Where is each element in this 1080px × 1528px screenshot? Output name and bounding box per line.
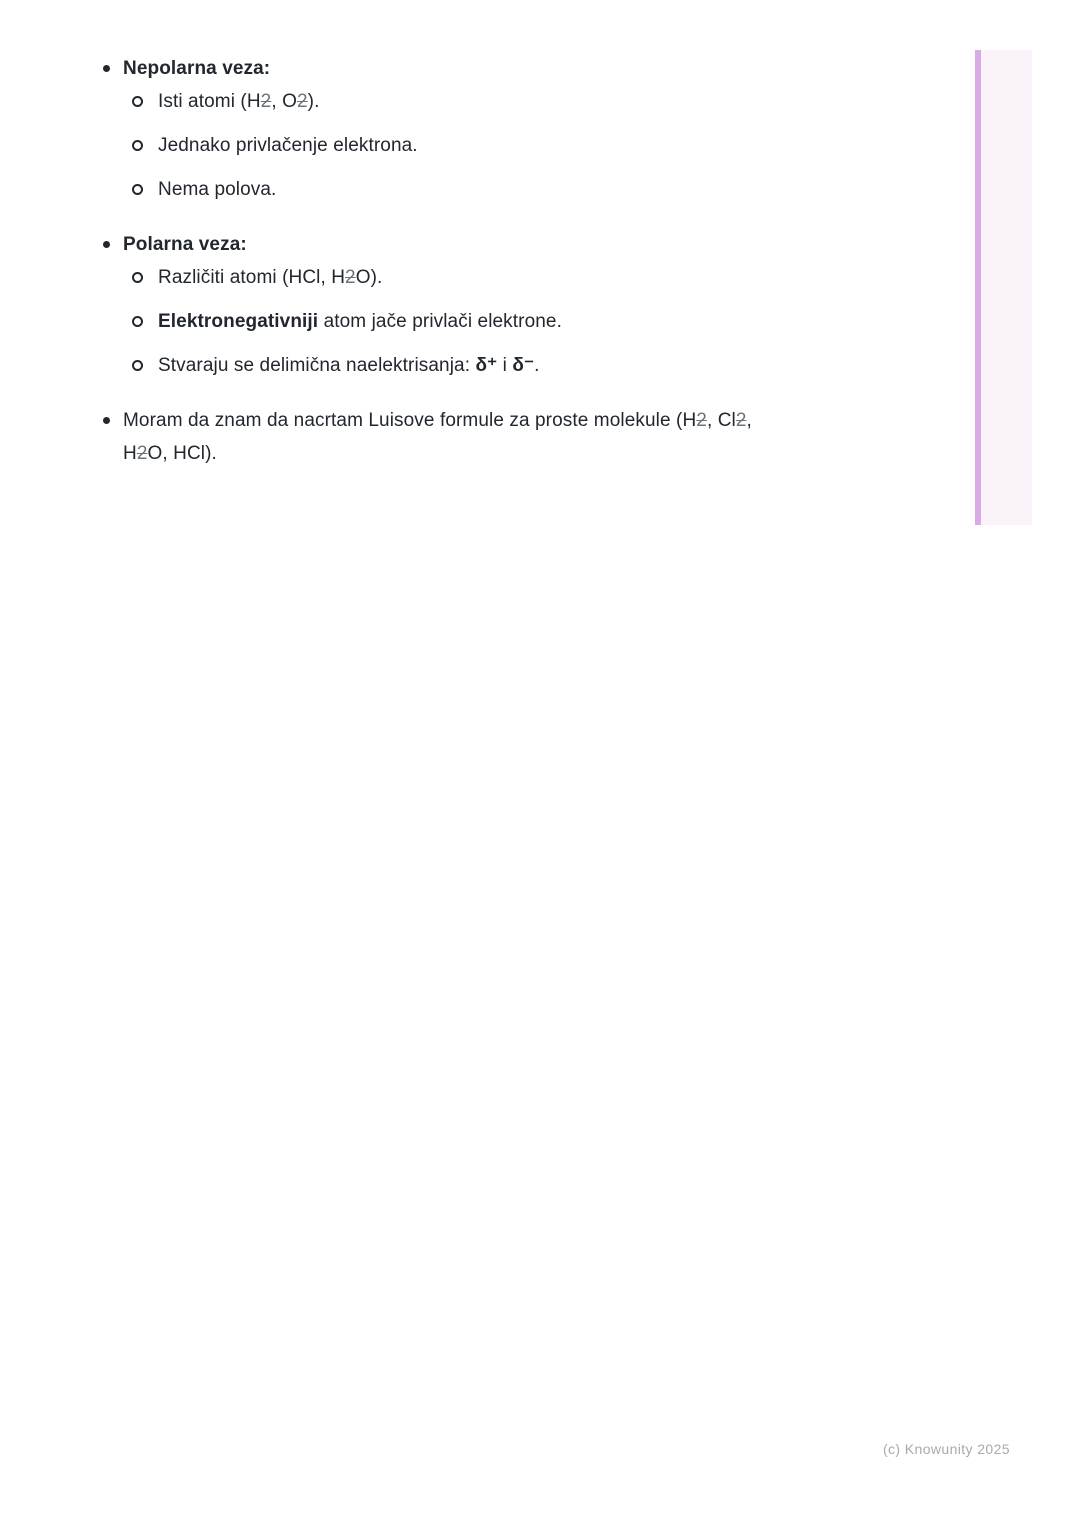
- list-subitem-row: [0, 173, 940, 206]
- list-subitem-text: [158, 349, 539, 382]
- text-segment: Nepolarna veza:: [123, 58, 271, 79]
- list-item: [0, 228, 940, 382]
- text-segment: Jednako privlačenje elektrona.: [158, 135, 418, 156]
- list-subitem-row: [0, 129, 940, 162]
- footer-copyright: (c) Knowunity 2025: [882, 1441, 1010, 1457]
- text-segment: ).: [307, 91, 320, 112]
- text-segment: δ⁻: [512, 355, 535, 376]
- list-item-text: [123, 228, 247, 261]
- text-segment: i: [497, 355, 513, 376]
- bullet-circle-icon: [132, 360, 143, 371]
- highlight-annotation: [975, 50, 1032, 525]
- bullet-circle-icon: [132, 96, 143, 107]
- text-segment: O, HCl).: [147, 443, 217, 464]
- list-subitem-text: [158, 173, 276, 206]
- bullet-disc-icon: [103, 65, 110, 72]
- text-segment: 2: [296, 91, 308, 112]
- text-segment: H: [123, 443, 137, 464]
- bullet-disc-icon: [103, 241, 110, 248]
- text-segment: Stvaraju se delimična naelektrisanja:: [158, 355, 476, 376]
- list-item-row: [0, 228, 940, 261]
- text-segment: 2: [696, 410, 707, 431]
- bullet-circle-icon: [132, 272, 143, 283]
- text-segment: Različiti atomi (HCl, H: [158, 267, 346, 288]
- list-item: [0, 52, 940, 206]
- list-item: [0, 404, 940, 470]
- list-subitem-row: [0, 261, 940, 294]
- text-segment: Elektronegativniji: [158, 311, 319, 332]
- list-subitem-text: [158, 85, 319, 118]
- text-segment: , Cl: [706, 410, 736, 431]
- list-subitem-row: [0, 85, 940, 118]
- list-subitem-row: [0, 349, 940, 382]
- text-segment: 2: [345, 267, 356, 288]
- list-subitem-text: [158, 261, 382, 294]
- list-item-text: [123, 52, 270, 85]
- text-segment: Nema polova.: [158, 179, 277, 200]
- text-segment: O).: [355, 267, 383, 288]
- text-segment: 2: [136, 443, 148, 464]
- text-segment: .: [534, 355, 540, 376]
- notes-list: [0, 52, 940, 470]
- text-segment: 2: [735, 410, 747, 431]
- text-segment: 2: [260, 91, 272, 112]
- text-segment: Moram da znam da nacrtam Luisove formule za proste molekule (H: [123, 410, 697, 431]
- list-subitem-text: [158, 305, 562, 338]
- list-item-row: [0, 52, 940, 85]
- text-segment: Isti atomi (H: [158, 91, 261, 112]
- text-segment: atom jače privlači elektrone.: [318, 311, 562, 332]
- text-segment: Polarna veza:: [123, 234, 247, 255]
- list-item-row: [0, 404, 940, 470]
- bullet-disc-icon: [103, 417, 110, 424]
- list-item-text: [123, 404, 752, 470]
- text-segment: , O: [271, 91, 297, 112]
- list-subitem-row: [0, 305, 940, 338]
- bullet-circle-icon: [132, 140, 143, 151]
- bullet-circle-icon: [132, 184, 143, 195]
- bullet-circle-icon: [132, 316, 143, 327]
- list-subitem-text: [158, 129, 418, 162]
- text-segment: ,: [746, 410, 752, 431]
- text-segment: δ⁺: [475, 355, 498, 376]
